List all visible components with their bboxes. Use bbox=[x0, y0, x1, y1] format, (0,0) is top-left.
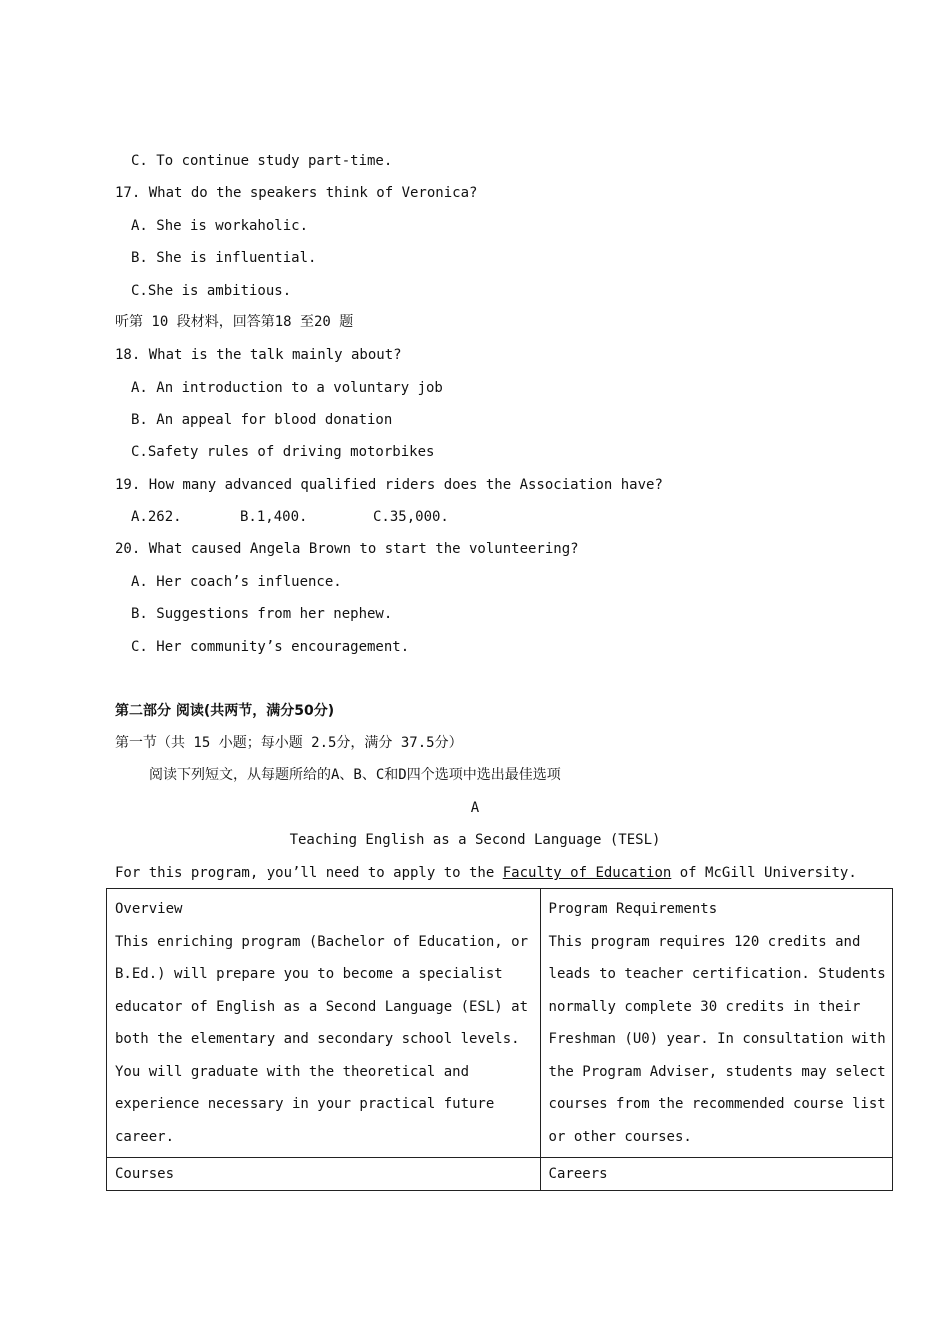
careers-cell bbox=[540, 1158, 892, 1191]
q19-question: 19. How many advanced qualified riders does the Association have? bbox=[115, 477, 663, 493]
passage-title: Teaching English as a Second Language (TESL) bbox=[289, 832, 661, 848]
requirements-cell bbox=[540, 889, 892, 1158]
reading-instruction: 阅读下列短文，从每题所给的A、B、C和D四个选项中选出最佳选项 bbox=[149, 767, 561, 783]
q19-option-c: C.35,000. bbox=[373, 509, 449, 525]
q20-question: 20. What caused Angela Brown to start the volunteering? bbox=[115, 541, 579, 557]
careers-title: Careers bbox=[548, 1166, 608, 1182]
requirements-body: This program requires 120 credits and leads to teacher certification. Students normally complete 30 credits in their Freshman (U0) year. In consultation with the Program Adviser, students may select courses from the recommended course list or other courses. bbox=[548, 933, 886, 1145]
reading-section1: 第一节（共 15 小题；每小题 2.5分，满分 37.5分） bbox=[115, 735, 463, 751]
q19-option-b: B.1,400. bbox=[240, 509, 308, 525]
q18-option-b: B. An appeal for blood donation bbox=[131, 412, 393, 428]
q20-option-b: B. Suggestions from her nephew. bbox=[131, 606, 393, 622]
q18-question: 18. What is the talk mainly about? bbox=[115, 347, 402, 363]
section10-instruction: 听第 10 段材料，回答第18 至20 题 bbox=[115, 314, 354, 330]
q17-option-c: C.She is ambitious. bbox=[131, 283, 292, 299]
overview-body: This enriching program (Bachelor of Education, or B.Ed.) will prepare you to become a specialist educator of English as a Second Language (ESL) at both the elementary and secondary school levels. You will graduate with the theoretical and experience necessary in your practical future career. bbox=[115, 933, 529, 1145]
q17-option-b: B. She is influential. bbox=[131, 250, 317, 266]
courses-title: Courses bbox=[115, 1166, 175, 1182]
q17-question: 17. What do the speakers think of Veronica? bbox=[115, 185, 478, 201]
overview-title: Overview bbox=[115, 901, 183, 917]
table-row bbox=[107, 889, 893, 1158]
program-table bbox=[106, 888, 893, 1191]
overview-cell bbox=[107, 889, 541, 1158]
intro-text-before: For this program, you’ll need to apply to the bbox=[115, 865, 503, 881]
courses-cell bbox=[107, 1158, 541, 1191]
reading-part-title: 第二部分 阅读(共两节，满分50分) bbox=[115, 703, 335, 719]
q18-option-a: A. An introduction to a voluntary job bbox=[131, 380, 443, 396]
intro-text-after: of McGill University. bbox=[671, 865, 857, 881]
passage-letter: A bbox=[470, 800, 480, 816]
faculty-of-education-link[interactable]: Faculty of Education bbox=[502, 865, 672, 881]
q19-option-a: A.262. bbox=[131, 509, 182, 525]
q20-option-c: C. Her community’s encouragement. bbox=[131, 639, 410, 655]
table-row bbox=[107, 1158, 893, 1191]
q18-option-c: C.Safety rules of driving motorbikes bbox=[131, 444, 435, 460]
q17-option-a: A. She is workaholic. bbox=[131, 218, 309, 234]
requirements-title: Program Requirements bbox=[548, 901, 718, 917]
q20-option-a: A. Her coach’s influence. bbox=[131, 574, 342, 590]
q16-option-c: C. To continue study part-time. bbox=[131, 153, 393, 169]
passage-intro bbox=[115, 863, 857, 883]
